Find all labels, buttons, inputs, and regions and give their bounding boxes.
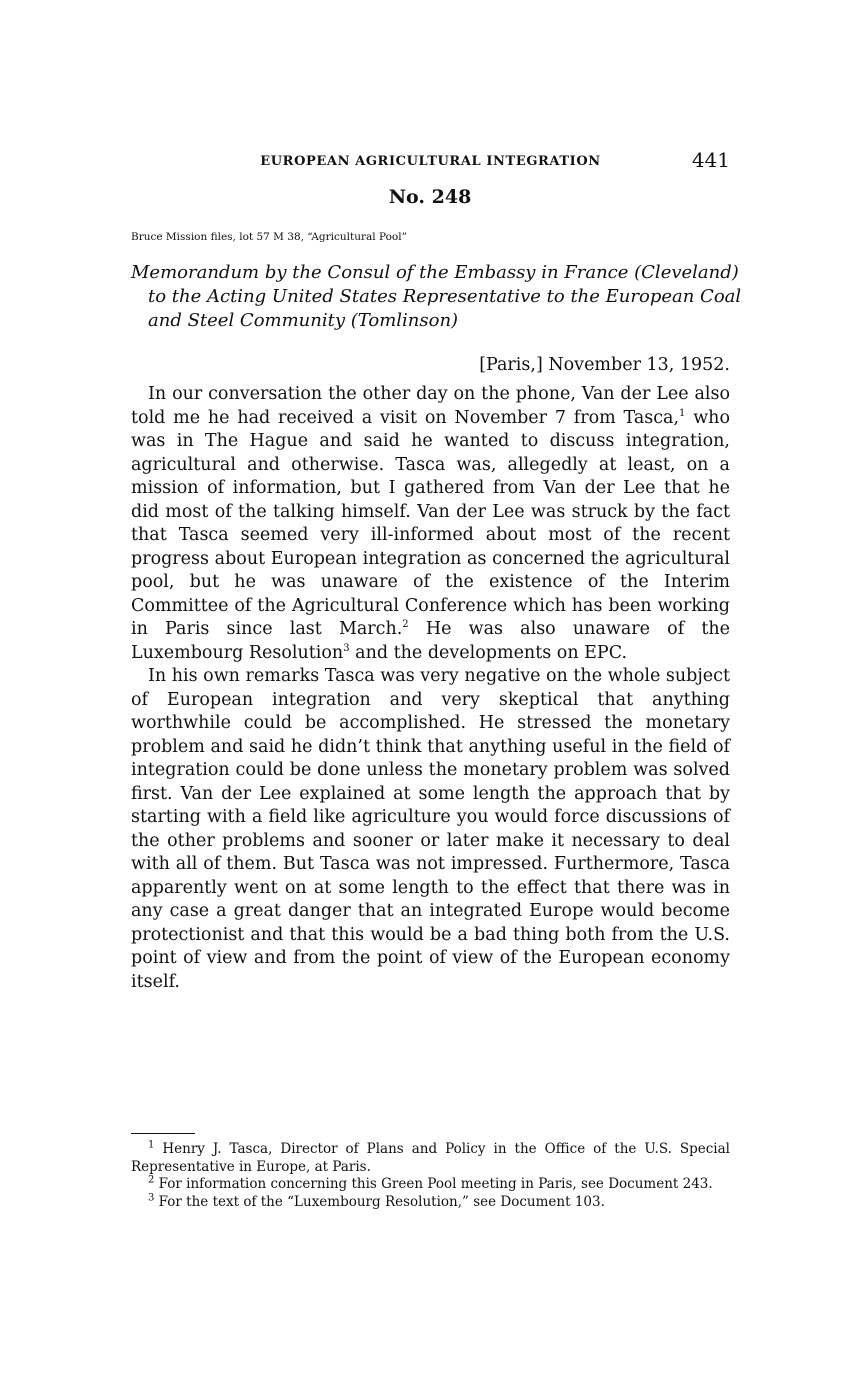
footnote-text: For the text of the “Luxembourg Resolution,” see Document 103. <box>158 1193 605 1210</box>
footnote-3 <box>131 1194 730 1212</box>
document-number: No. 248 <box>388 186 472 208</box>
footnote-mark: 2 <box>148 1174 155 1186</box>
footnote-mark: 3 <box>148 1192 155 1203</box>
footnote-text: Henry J. Tasca, Director of Plans and Policy in the Office of the U.S. Special Representative in Europe, at Paris. <box>131 1141 730 1175</box>
running-title: EUROPEAN AGRICULTURAL INTEGRATION <box>260 154 601 169</box>
paragraph-1 <box>131 383 730 665</box>
footnote-text: For information concerning this Green Pool meeting in Paris, see Document 243. <box>158 1176 713 1192</box>
page-number: 441 <box>691 148 730 172</box>
running-head <box>131 148 730 176</box>
paragraph-2: In his own remarks Tasca was very negative on the whole subject of European integration and very skeptical that anything worthwhile could be accomplished. He stressed the monetary problem and said he didn’t think that anything useful in the field of integration could be done unless the monetary problem was solved first. Van der Lee explained at some length the approach that by starting with a field like agriculture you would force discussions of the other problems and sooner or later make it necessary to deal with all of them. But Tasca was not impressed. Furthermore, Tasca apparently went on at some length to the effect that there was in any case a great danger that an integrated Europe would become protectionist and that this would be a bad thing both from the U.S. point of view and from the point of view of the European economy itself. <box>131 666 730 992</box>
paragraph-text: who was in The Hague and said he wanted to discuss integration, agricultural and otherwise. Tasca was, allegedly at least, on a mission of information, but I gathered from Van der Lee that he did most of the talking himself. Van der Lee was struck by the fact that Tasca seemed very ill-informed about most of the recent progress about European integration as concerned the agricultural pool, but he was unaware of the existence of the Interim Committee of the Agricultural Conference which has been working in Paris since last March. <box>131 407 730 639</box>
paragraph-text: He was also unaware of the Luxembourg Resolution <box>131 619 730 663</box>
paragraph-text: In our conversation the other day on the phone, Van der Lee also told me he had received a visit on November 7 from Tasca, <box>131 384 730 428</box>
footnote-2 <box>131 1176 730 1194</box>
footnote-mark: 1 <box>148 1139 155 1151</box>
source-note: Bruce Mission files, lot 57 M 38, “Agricultural Pool” <box>131 231 407 243</box>
footnote-ref-3[interactable]: 3 <box>343 642 350 654</box>
footnote-ref-2[interactable]: 2 <box>402 619 409 631</box>
document-heading: Memorandum by the Consul of the Embassy in France (Cleveland) to the Acting United States Representative to the European Coal and Steel Community (Tomlinson) <box>131 262 742 331</box>
memo-body <box>131 383 730 994</box>
footnote-divider <box>131 1133 195 1134</box>
footnote-1 <box>131 1141 730 1176</box>
paragraph-text: and the developments on EPC. <box>349 642 628 663</box>
footnotes <box>131 1141 730 1211</box>
footnote-ref-1[interactable]: 1 <box>679 407 686 419</box>
dateline: [Paris,] November 13, 1952. <box>479 355 730 375</box>
